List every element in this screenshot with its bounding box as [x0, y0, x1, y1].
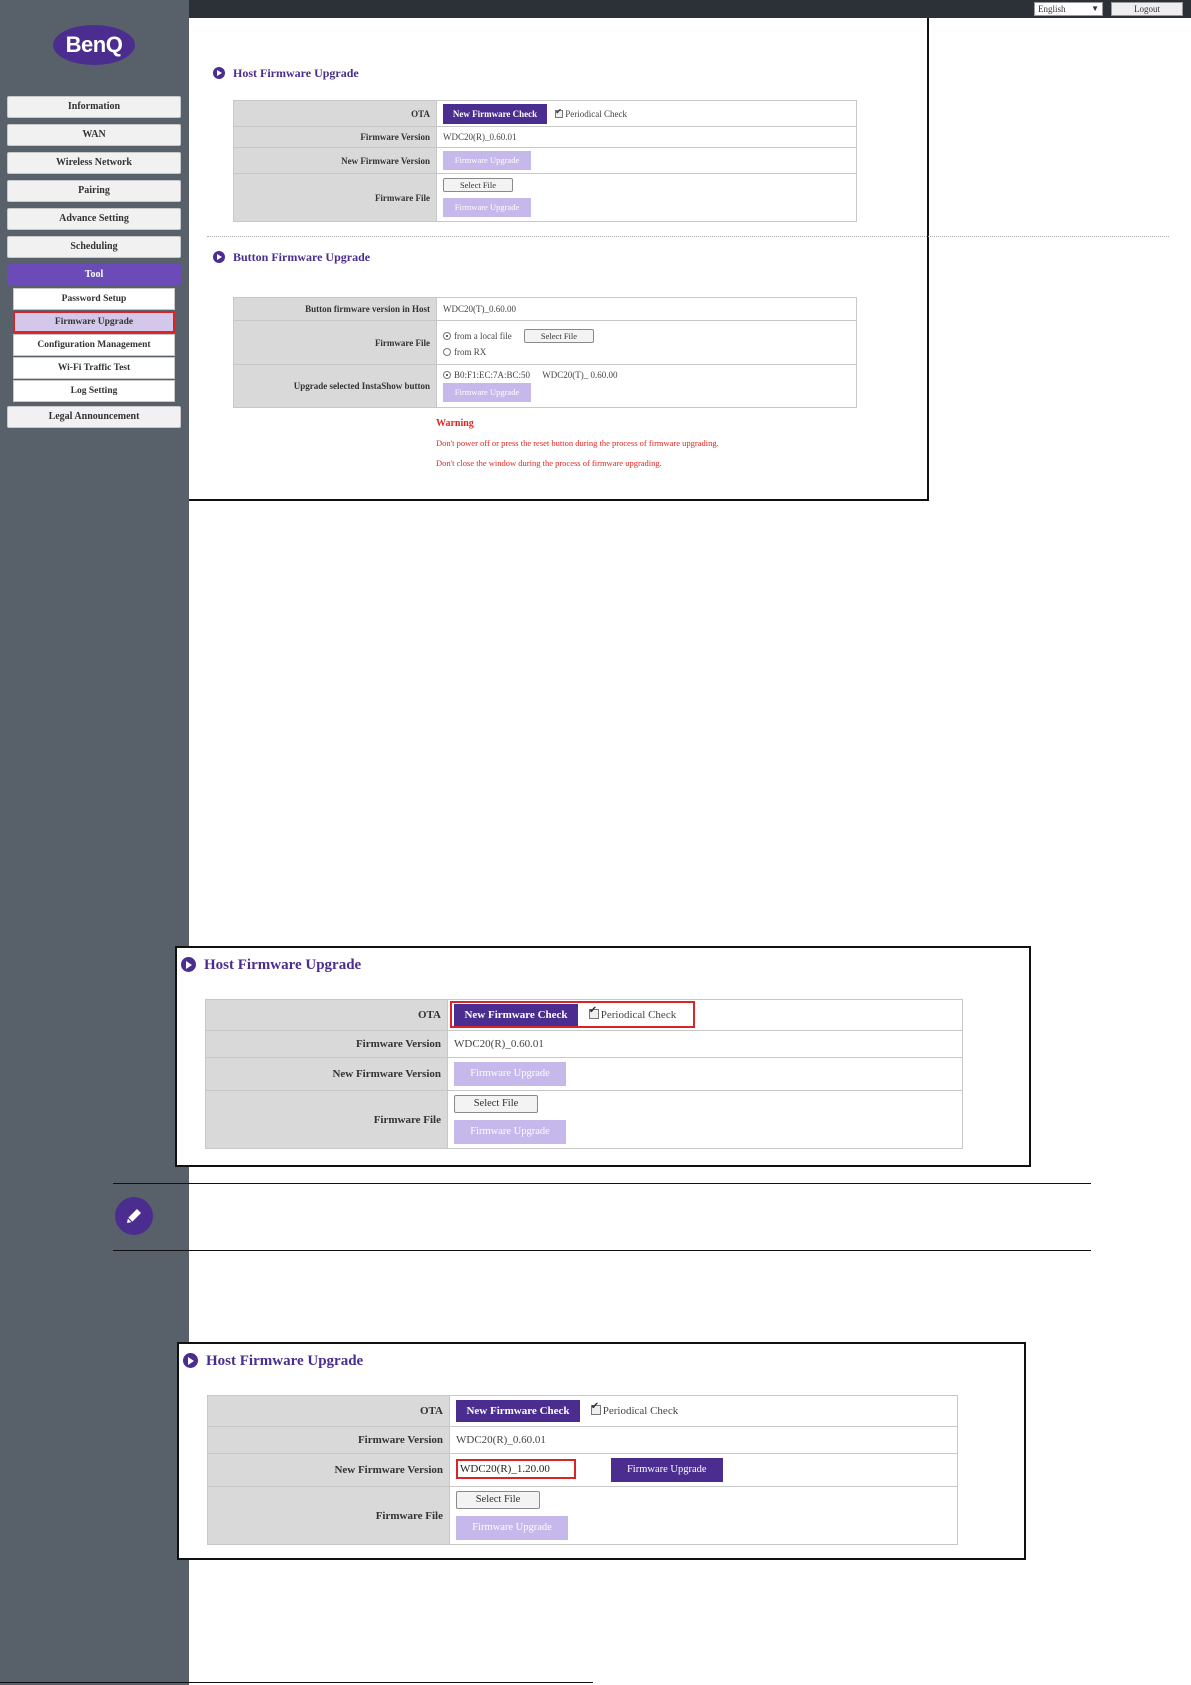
- new-firmware-version-cell: [448, 1058, 963, 1091]
- pencil-icon: [115, 1197, 153, 1235]
- select-file-button[interactable]: Select File: [454, 1095, 538, 1113]
- sidebar-item-wan[interactable]: WAN: [7, 124, 181, 146]
- ota-label: OTA: [234, 101, 437, 127]
- firmware-version-value: WDC20(R)_0.60.01: [437, 127, 857, 148]
- sidebar-item-scheduling[interactable]: Scheduling: [7, 236, 181, 258]
- host-section-title: [183, 1353, 363, 1370]
- device-firmware: WDC20(T)_ 0.60.00: [542, 370, 618, 380]
- from-rx-radio[interactable]: [443, 348, 451, 356]
- periodical-check-checkbox[interactable]: [555, 110, 563, 118]
- periodical-check-label: Periodical Check: [602, 1405, 679, 1417]
- firmware-file-upgrade-button[interactable]: Firmware Upgrade: [456, 1516, 568, 1540]
- button-firmware-upgrade-button[interactable]: Firmware Upgrade: [443, 383, 531, 402]
- firmware-file-upgrade-button[interactable]: Firmware Upgrade: [454, 1120, 566, 1144]
- firmware-file-label: Firmware File: [206, 1091, 448, 1149]
- upgrade-selected-cell: [437, 365, 857, 408]
- sidebar-item-tool[interactable]: Tool: [7, 264, 181, 286]
- device-radio[interactable]: [443, 371, 451, 379]
- top-bar: English ▼ Logout: [189, 0, 929, 18]
- button-version-in-host-value: WDC20(T)_0.60.00: [437, 298, 857, 321]
- admin-screenshot: [0, 0, 1160, 501]
- host-section-title: [213, 66, 359, 81]
- upgrade-selected-button-label: Upgrade selected InstaShow button: [234, 365, 437, 408]
- firmware-version-label: Firmware Version: [206, 1031, 448, 1058]
- firmware-upgrade-button-disabled[interactable]: Firmware Upgrade: [443, 151, 531, 170]
- firmware-file-upgrade-button[interactable]: Firmware Upgrade: [443, 198, 531, 217]
- sidebar-subitem-password-setup[interactable]: Password Setup: [13, 288, 175, 310]
- sidebar-item-advance-setting[interactable]: Advance Setting: [7, 208, 181, 230]
- from-rx-label: from RX: [454, 346, 487, 357]
- button-section-title-text: Button Firmware Upgrade: [233, 250, 371, 264]
- firmware-file-cell: [450, 1487, 958, 1545]
- button-firmware-file-label: Firmware File: [234, 321, 437, 365]
- sidebar-subitem-wifi-traffic-test[interactable]: Wi-Fi Traffic Test: [13, 357, 175, 379]
- warning-line-1: Don't power off or press the reset button during the process of firmware upgrading.: [436, 438, 719, 448]
- periodical-check-label: Periodical Check: [600, 1009, 677, 1021]
- new-firmware-check-button[interactable]: New Firmware Check: [443, 104, 547, 124]
- footer-divider: [0, 1682, 593, 1683]
- firmware-file-label: Firmware File: [208, 1487, 450, 1545]
- host-section-title-text: Host Firmware Upgrade: [206, 1353, 364, 1369]
- firmware-file-label: Firmware File: [234, 174, 437, 222]
- sidebar-item-legal-announcement[interactable]: Legal Announcement: [7, 406, 181, 428]
- firmware-upgrade-button-disabled[interactable]: Firmware Upgrade: [454, 1062, 566, 1086]
- from-local-file-radio[interactable]: [443, 332, 451, 340]
- benq-logo: BenQ: [53, 25, 135, 65]
- section-arrow-icon: [213, 67, 225, 79]
- new-firmware-version-label: New Firmware Version: [206, 1058, 448, 1091]
- section-arrow-icon: [183, 1353, 198, 1368]
- firmware-upgrade-button[interactable]: Firmware Upgrade: [611, 1458, 723, 1482]
- button-firmware-table: [233, 297, 857, 408]
- host-firmware-zoom-1: [175, 946, 1031, 1167]
- firmware-version-value: WDC20(R)_0.60.01: [448, 1031, 963, 1058]
- ota-label: OTA: [208, 1396, 450, 1427]
- sidebar-subitem-log-setting[interactable]: Log Setting: [13, 380, 175, 402]
- new-firmware-check-button[interactable]: New Firmware Check: [454, 1004, 578, 1026]
- select-file-button[interactable]: Select File: [443, 178, 513, 192]
- firmware-version-label: Firmware Version: [234, 127, 437, 148]
- section-divider: [207, 236, 929, 237]
- firmware-file-cell: [437, 174, 857, 222]
- host-section-title: [181, 957, 361, 974]
- button-firmware-file-cell: [437, 321, 857, 365]
- from-local-file-label: from a local file: [454, 330, 512, 341]
- section-arrow-icon: [213, 251, 225, 263]
- button-version-in-host-label: Button firmware version in Host: [234, 298, 437, 321]
- device-id: B0:F1:EC:7A:BC:50: [454, 370, 531, 380]
- host-firmware-zoom-2: [177, 1342, 1026, 1560]
- highlight-box: [450, 1001, 695, 1028]
- ota-label: OTA: [206, 1000, 448, 1031]
- button-section-title: [213, 250, 370, 265]
- new-firmware-version-label: New Firmware Version: [208, 1454, 450, 1487]
- sidebar-subitem-configuration-management[interactable]: Configuration Management: [13, 334, 175, 356]
- sidebar: [0, 0, 189, 501]
- warning-title: Warning: [436, 418, 474, 429]
- periodical-check-label: Periodical Check: [565, 108, 627, 119]
- host-section-title-text: Host Firmware Upgrade: [204, 957, 362, 973]
- sidebar-subitem-firmware-upgrade[interactable]: Firmware Upgrade: [13, 311, 175, 333]
- ota-cell: [437, 101, 857, 127]
- firmware-version-label: Firmware Version: [208, 1427, 450, 1454]
- section-arrow-icon: [181, 957, 196, 972]
- new-firmware-version-value: WDC20(R)_1.20.00: [456, 1459, 576, 1479]
- ota-cell: [450, 1396, 958, 1427]
- new-firmware-version-label: New Firmware Version: [234, 148, 437, 174]
- note-bar: [113, 1183, 1091, 1251]
- sidebar-item-pairing[interactable]: Pairing: [7, 180, 181, 202]
- firmware-file-cell: [448, 1091, 963, 1149]
- periodical-check-checkbox[interactable]: [591, 1405, 601, 1415]
- host-firmware-table: [233, 100, 857, 222]
- sidebar-item-information[interactable]: Information: [7, 96, 181, 118]
- new-firmware-version-cell: [437, 148, 857, 174]
- sidebar-item-wireless-network[interactable]: Wireless Network: [7, 152, 181, 174]
- new-firmware-version-cell: [450, 1454, 958, 1487]
- firmware-version-value: WDC20(R)_0.60.01: [450, 1427, 958, 1454]
- new-firmware-check-button[interactable]: New Firmware Check: [456, 1400, 580, 1422]
- warning-line-2: Don't close the window during the process of firmware upgrading.: [436, 458, 662, 468]
- host-section-title-text: Host Firmware Upgrade: [233, 66, 359, 80]
- button-select-file-button[interactable]: Select File: [524, 329, 594, 343]
- host-firmware-table: [207, 1395, 958, 1545]
- select-file-button[interactable]: Select File: [456, 1491, 540, 1509]
